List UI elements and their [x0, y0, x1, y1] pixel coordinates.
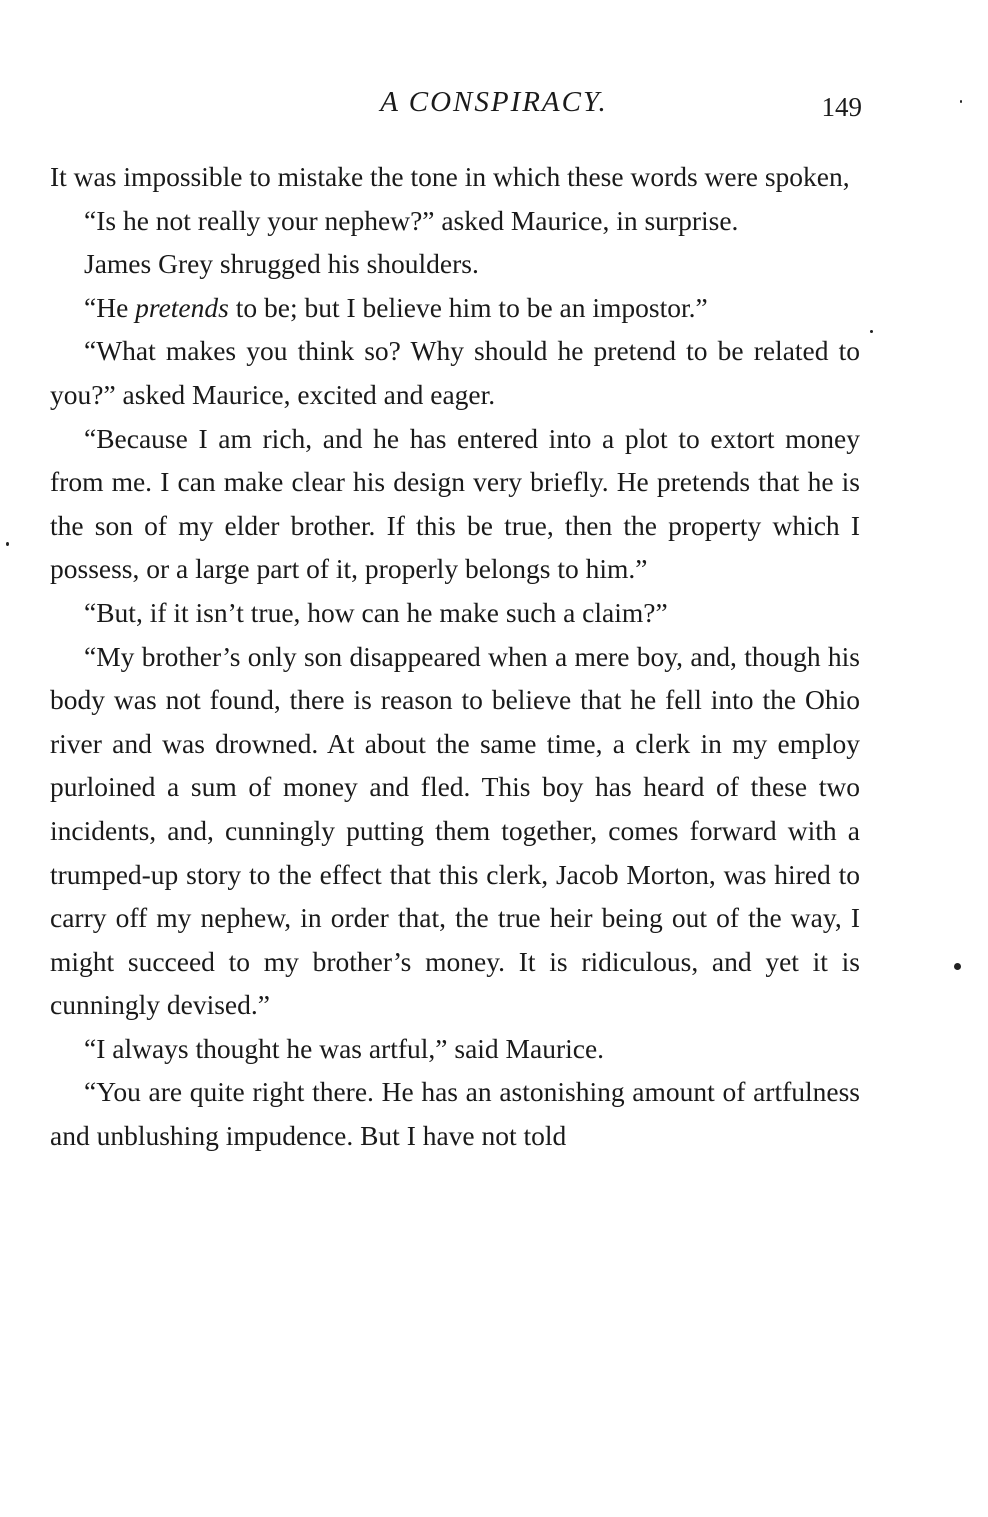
paragraph: [50, 286, 860, 330]
scan-speck: [870, 330, 873, 333]
quote-open: “He: [84, 291, 136, 323]
paragraph: James Grey shrugged his shoulders.: [84, 248, 479, 280]
running-head: [0, 78, 988, 122]
paragraph: “You are quite right there. He has an astonishing amount of artfulness and unblushing impudence. But I have not told: [50, 1076, 860, 1152]
quote-rest: to be; but I believe him to be an impostor.”: [228, 291, 708, 323]
chapter-title: A CONSPIRACY.: [380, 86, 608, 118]
emphasis-word: pretends: [135, 291, 229, 323]
paragraph: “But, if it isn’t true, how can he make such a claim?”: [84, 596, 668, 628]
body-text: [50, 155, 860, 1158]
scan-speck: [960, 100, 962, 103]
scan-speck: [954, 963, 961, 970]
paragraph: It was impossible to mistake the tone in which these words were spoken,: [50, 161, 850, 192]
paragraph: “What makes you think so? Why should he pretend to be related to you?” asked Maurice, excited and eager.: [50, 335, 860, 410]
page-number: 149: [821, 92, 862, 122]
scan-speck: [6, 542, 9, 546]
paragraph: “Is he not really your nephew?” asked Maurice, in surprise.: [84, 204, 739, 236]
paragraph: “I always thought he was artful,” said Maurice.: [84, 1032, 605, 1064]
paragraph: “My brother’s only son disappeared when a mere boy, and, though his body was not found, there is reason to believe that he fell into the Ohio river and was drowned. At about the same time, a clerk in my employ purloined a sum of money and fled. This boy has heard of these two incidents, and, cunningly putting them together, comes forward with a trumped-up story to the effect that this clerk, Jacob Morton, was hired to carry off my nephew, in order that, the true heir being out of the way, I might succeed to my brother’s money. It is ridiculous, and yet it is cunningly devised.”: [50, 640, 860, 1021]
paragraph: “Because I am rich, and he has entered into a plot to extort money from me. I can make clear his design very briefly. He pretends that he is the son of my elder brother. If this be true, then the property which I possess, or a large part of it, properly belongs to him.”: [50, 422, 860, 585]
